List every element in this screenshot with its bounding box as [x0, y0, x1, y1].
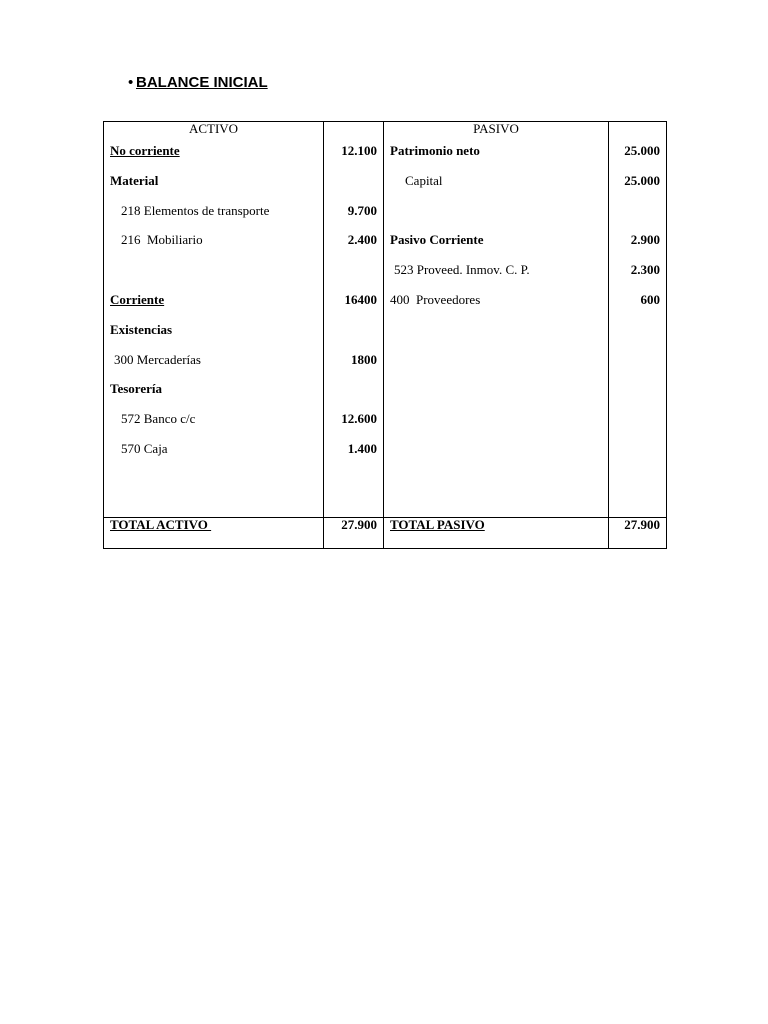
pasivo-value [609, 374, 667, 404]
pasivo-label [384, 345, 609, 375]
spacer-cell [384, 464, 609, 518]
table-header-row [104, 122, 667, 137]
pasivo-label: 523 Proveed. Inmov. C. P. [384, 255, 609, 285]
table-row [104, 285, 667, 315]
table-row [104, 196, 667, 226]
activo-value: 12.600 [324, 404, 384, 434]
pasivo-label [384, 196, 609, 226]
pasivo-label [384, 315, 609, 345]
balance-table [103, 121, 667, 549]
total-pasivo-label: TOTAL PASIVO [384, 517, 609, 548]
activo-label: Corriente [104, 285, 324, 315]
activo-label: 216 Mobiliario [104, 225, 324, 255]
activo-value [324, 255, 384, 285]
pasivo-value [609, 404, 667, 434]
activo-value: 2.400 [324, 225, 384, 255]
spacer-cell [324, 464, 384, 518]
spacer-cell [609, 464, 667, 518]
activo-label: 300 Mercaderías [104, 345, 324, 375]
activo-label: Material [104, 166, 324, 196]
header-activo-value [324, 122, 384, 137]
header-pasivo-value [609, 122, 667, 137]
table-row [104, 166, 667, 196]
page-heading [128, 74, 268, 91]
activo-value: 1.400 [324, 434, 384, 464]
pasivo-label [384, 374, 609, 404]
activo-label: 218 Elementos de transporte [104, 196, 324, 226]
pasivo-label: Patrimonio neto [384, 136, 609, 166]
activo-value [324, 166, 384, 196]
bullet-icon: • [128, 74, 134, 91]
pasivo-label: Pasivo Corriente [384, 225, 609, 255]
table-row [104, 136, 667, 166]
activo-label: 570 Caja [104, 434, 324, 464]
pasivo-value: 2.900 [609, 225, 667, 255]
table-row [104, 225, 667, 255]
table-row [104, 345, 667, 375]
table-total-row [104, 517, 667, 548]
heading-title: BALANCE INICIAL [136, 74, 268, 91]
table-row [104, 315, 667, 345]
table-row [104, 434, 667, 464]
activo-value [324, 315, 384, 345]
pasivo-value: 2.300 [609, 255, 667, 285]
activo-label: No corriente [104, 136, 324, 166]
activo-label: Existencias [104, 315, 324, 345]
activo-label: Tesorería [104, 374, 324, 404]
pasivo-label [384, 404, 609, 434]
activo-value [324, 374, 384, 404]
pasivo-value [609, 434, 667, 464]
pasivo-value: 600 [609, 285, 667, 315]
table-row [104, 374, 667, 404]
header-pasivo: PASIVO [384, 122, 609, 137]
activo-label: 572 Banco c/c [104, 404, 324, 434]
total-pasivo-value: 27.900 [609, 517, 667, 548]
table-spacer-row [104, 464, 667, 518]
activo-label [104, 255, 324, 285]
activo-value: 9.700 [324, 196, 384, 226]
pasivo-value [609, 345, 667, 375]
pasivo-value: 25.000 [609, 166, 667, 196]
pasivo-value: 25.000 [609, 136, 667, 166]
pasivo-label: Capital [384, 166, 609, 196]
activo-value: 16400 [324, 285, 384, 315]
spacer-cell [104, 464, 324, 518]
pasivo-value [609, 315, 667, 345]
header-activo: ACTIVO [104, 122, 324, 137]
total-activo-value: 27.900 [324, 517, 384, 548]
activo-value: 1800 [324, 345, 384, 375]
table-row [104, 404, 667, 434]
pasivo-label [384, 434, 609, 464]
activo-value: 12.100 [324, 136, 384, 166]
pasivo-label: 400 Proveedores [384, 285, 609, 315]
total-activo-label: TOTAL ACTIVO [104, 517, 324, 548]
pasivo-value [609, 196, 667, 226]
table-row [104, 255, 667, 285]
